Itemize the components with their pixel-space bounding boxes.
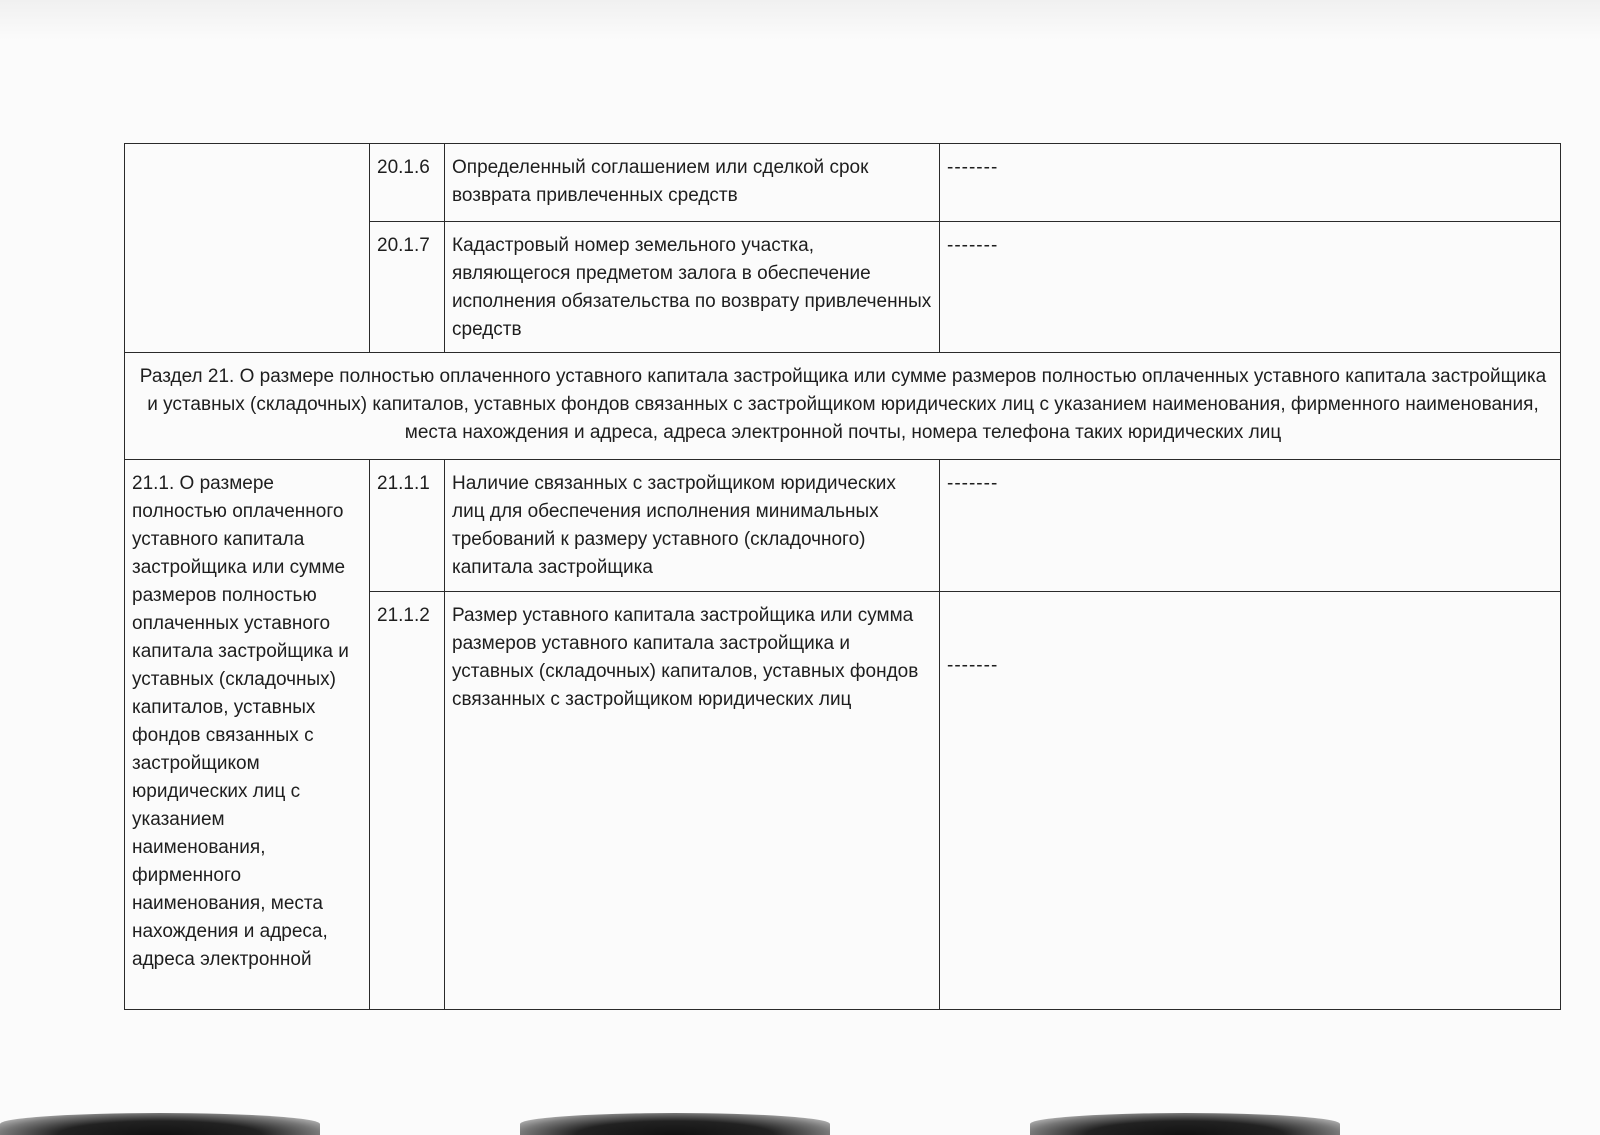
row-number: 20.1.6 [370, 144, 445, 222]
row-description: Размер уставного капитала застройщика или сумма размеров уставного капитала застройщика и уставных (складочных) капиталов, уставных фондов связанных с застройщиком юридических лиц [445, 592, 940, 1010]
scan-edge-shadow [0, 0, 1600, 40]
row-number: 20.1.7 [370, 222, 445, 353]
row-value: ------- [940, 144, 1561, 222]
row-description: Наличие связанных с застройщиком юридических лиц для обеспечения исполнения минимальных требований к размеру уставного (складочного) капитала застройщика [445, 460, 940, 592]
row-value: ------- [940, 222, 1561, 353]
group-20-1-continued-cell [125, 144, 370, 353]
table-row [125, 460, 1561, 592]
disclosure-table [124, 143, 1561, 1010]
scan-smudge [0, 1113, 320, 1135]
group-21-1-label: 21.1. О размере полностью оплаченного уставного капитала застройщика или сумме размеров полностью оплаченных уставного капитала застройщика и уставных (складочных) капиталов, уставных фондов связанных с застройщиком юридических лиц с указанием наименования, фирменного наименования, места нахождения и адреса, адреса электронной [125, 460, 370, 1010]
row-number: 21.1.1 [370, 460, 445, 592]
scan-smudge [520, 1113, 830, 1135]
scan-smudge [1030, 1113, 1340, 1135]
row-description: Определенный соглашением или сделкой срок возврата привлеченных средств [445, 144, 940, 222]
section-21-title: Раздел 21. О размере полностью оплаченного уставного капитала застройщика или сумме размеров полностью оплаченных уставного капитала застройщика и уставных (складочных) капиталов, уставных фондов связанных с застройщиком юридических лиц с указанием наименования, фирменного наименования, места нахождения и адреса, адреса электронной почты, номера телефона таких юридических лиц [125, 353, 1561, 460]
row-value: ------- [940, 460, 1561, 592]
row-number: 21.1.2 [370, 592, 445, 1010]
row-value: ------- [940, 592, 1561, 1010]
table-row [125, 144, 1561, 222]
row-description: Кадастровый номер земельного участка, являющегося предметом залога в обеспечение исполнения обязательства по возврату привлеченных средств [445, 222, 940, 353]
section-header-row [125, 353, 1561, 460]
